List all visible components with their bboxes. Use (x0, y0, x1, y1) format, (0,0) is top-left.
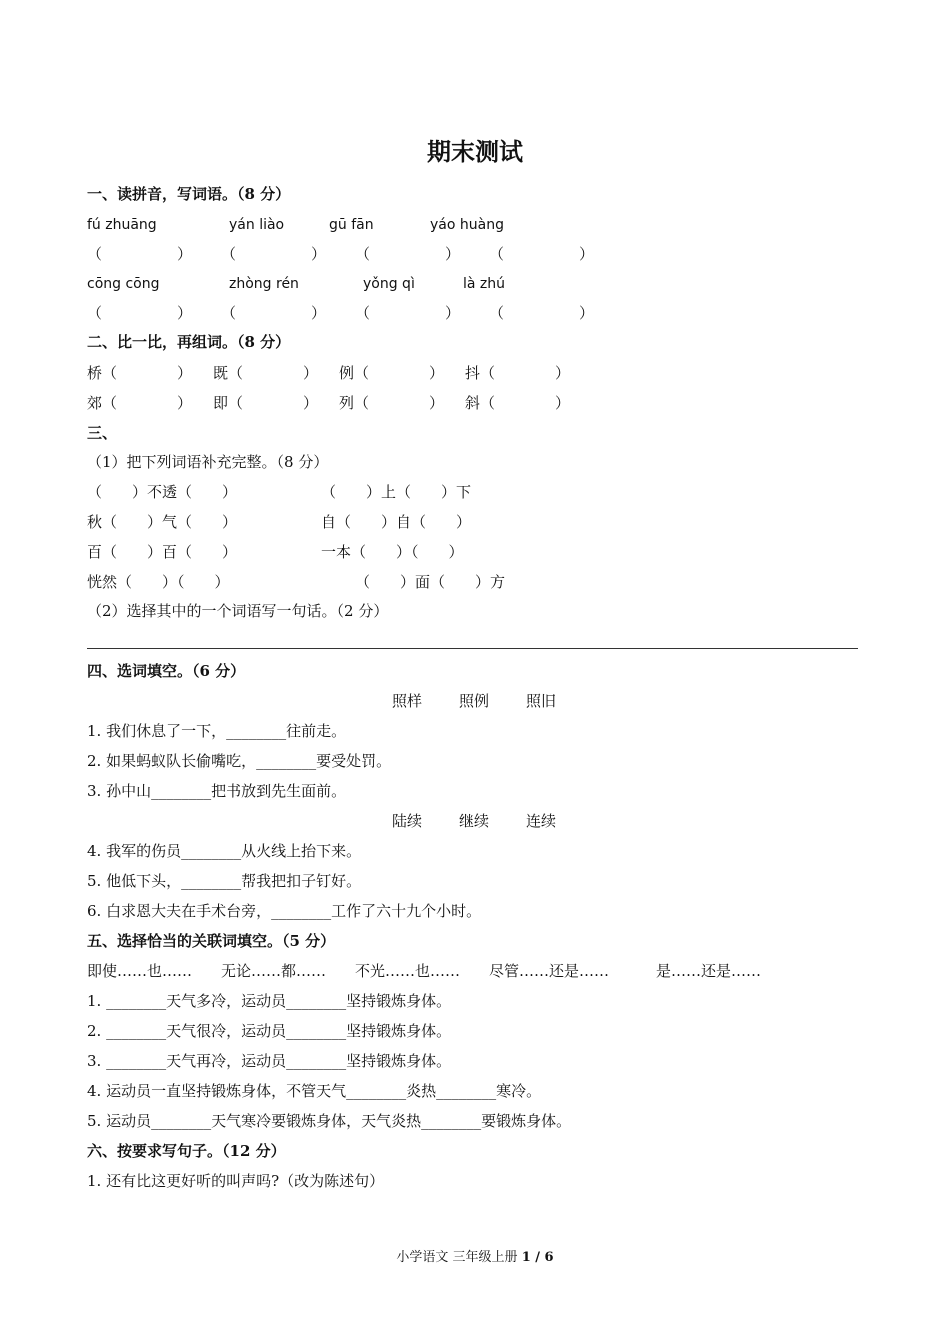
word-choice: 陆续 (392, 812, 423, 830)
pinyin: yán liào (229, 217, 285, 233)
pinyin: gū fān (329, 217, 374, 233)
conjunction-choice: 不光……也…… (355, 962, 461, 980)
conjunction-choice: 无论……都…… (221, 962, 327, 980)
answer-blank[interactable]: （ ） (87, 245, 193, 263)
question: 1. 还有比这更好听的叫声吗?（改为陈述句） (87, 1172, 385, 1190)
sub-question: （2）选择其中的一个词语写一句话。（2 分） (87, 602, 389, 620)
word-choice: 照旧 (526, 692, 557, 710)
idiom-item[interactable]: 一本（ ）（ ） (321, 543, 464, 561)
word-choice: 连续 (526, 812, 557, 830)
question: 3. 孙中山________把书放到先生面前。 (87, 782, 347, 800)
page-title: 期末测试 (427, 138, 523, 166)
question: 3. ________天气再冷，运动员________坚持锻炼身体。 (87, 1052, 452, 1070)
question: 4. 我军的伤员________从火线上抬下来。 (87, 842, 362, 860)
idiom-item[interactable]: （ ）上（ ）下 (321, 483, 472, 501)
question: 5. 运动员________天气寒冷要锻炼身体，天气炎热________要锻炼身体。 (87, 1112, 572, 1130)
question: 4. 运动员一直坚持锻炼身体，不管天气________炎热________寒冷。 (87, 1082, 542, 1100)
conjunction-choice: 即使……也…… (87, 962, 193, 980)
compare-item[interactable]: 列（ ） (339, 394, 445, 412)
question: 5. 他低下头，________帮我把扣子钉好。 (87, 872, 362, 890)
word-choice: 照例 (459, 692, 490, 710)
question: 6. 白求恩大夫在手术台旁，________工作了六十九个小时。 (87, 902, 482, 920)
compare-item[interactable]: 郊（ ） (87, 394, 193, 412)
question: 1. ________天气多冷，运动员________坚持锻炼身体。 (87, 992, 452, 1010)
section-3-heading: 三、 (87, 424, 118, 442)
sub-question: （1）把下列词语补充完整。（8 分） (87, 453, 329, 471)
idiom-item[interactable]: （ ）不透（ ） (87, 483, 238, 501)
pinyin: là zhú (463, 276, 506, 292)
section-4-heading: 四、选词填空。（6 分） (87, 662, 246, 680)
compare-item[interactable]: 桥（ ） (87, 364, 193, 382)
word-choice: 照样 (392, 692, 423, 710)
page-number: 1 / 6 (521, 1250, 554, 1265)
conjunction-choice: 尽管……还是…… (489, 962, 610, 980)
section-6-heading: 六、按要求写句子。（12 分） (87, 1142, 286, 1160)
word-choice: 继续 (459, 812, 490, 830)
idiom-item[interactable]: 百（ ）百（ ） (87, 543, 238, 561)
section-1-heading: 一、读拼音，写词语。（8 分） (87, 185, 291, 203)
compare-item[interactable]: 抖（ ） (465, 364, 571, 382)
answer-blank[interactable]: （ ） (489, 245, 595, 263)
question: 2. 如果蚂蚁队长偷嘴吃，________要受处罚。 (87, 752, 392, 770)
answer-blank[interactable]: （ ） (489, 304, 595, 322)
compare-item[interactable]: 斜（ ） (465, 394, 571, 412)
conjunction-choice: 是……还是…… (656, 962, 762, 980)
idiom-item[interactable]: 恍然（ ）（ ） (87, 573, 230, 591)
answer-line[interactable] (87, 648, 858, 649)
pinyin: fú zhuāng (87, 217, 157, 233)
compare-item[interactable]: 既（ ） (213, 364, 319, 382)
idiom-item[interactable]: 秋（ ）气（ ） (87, 513, 238, 531)
pinyin: zhòng rén (229, 276, 299, 292)
pinyin: cōng cōng (87, 276, 160, 292)
answer-blank[interactable]: （ ） (87, 304, 193, 322)
answer-blank[interactable]: （ ） (221, 304, 327, 322)
answer-blank[interactable]: （ ） (355, 245, 461, 263)
page-footer (0, 1248, 950, 1268)
answer-blank[interactable]: （ ） (221, 245, 327, 263)
question: 1. 我们休息了一下，________往前走。 (87, 722, 347, 740)
question: 2. ________天气很冷，运动员________坚持锻炼身体。 (87, 1022, 452, 1040)
pinyin: yáo huàng (430, 217, 504, 233)
answer-blank[interactable]: （ ） (355, 304, 461, 322)
pinyin: yǒng qì (363, 276, 415, 292)
idiom-item[interactable]: 自（ ）自（ ） (321, 513, 472, 531)
section-5-heading: 五、选择恰当的关联词填空。（5 分） (87, 932, 336, 950)
compare-item[interactable]: 即（ ） (213, 394, 319, 412)
footer-label: 小学语文 三年级上册 (396, 1250, 518, 1265)
compare-item[interactable]: 例（ ） (339, 364, 445, 382)
idiom-item[interactable]: （ ）面（ ）方 (355, 573, 506, 591)
section-2-heading: 二、比一比，再组词。（8 分） (87, 333, 291, 351)
